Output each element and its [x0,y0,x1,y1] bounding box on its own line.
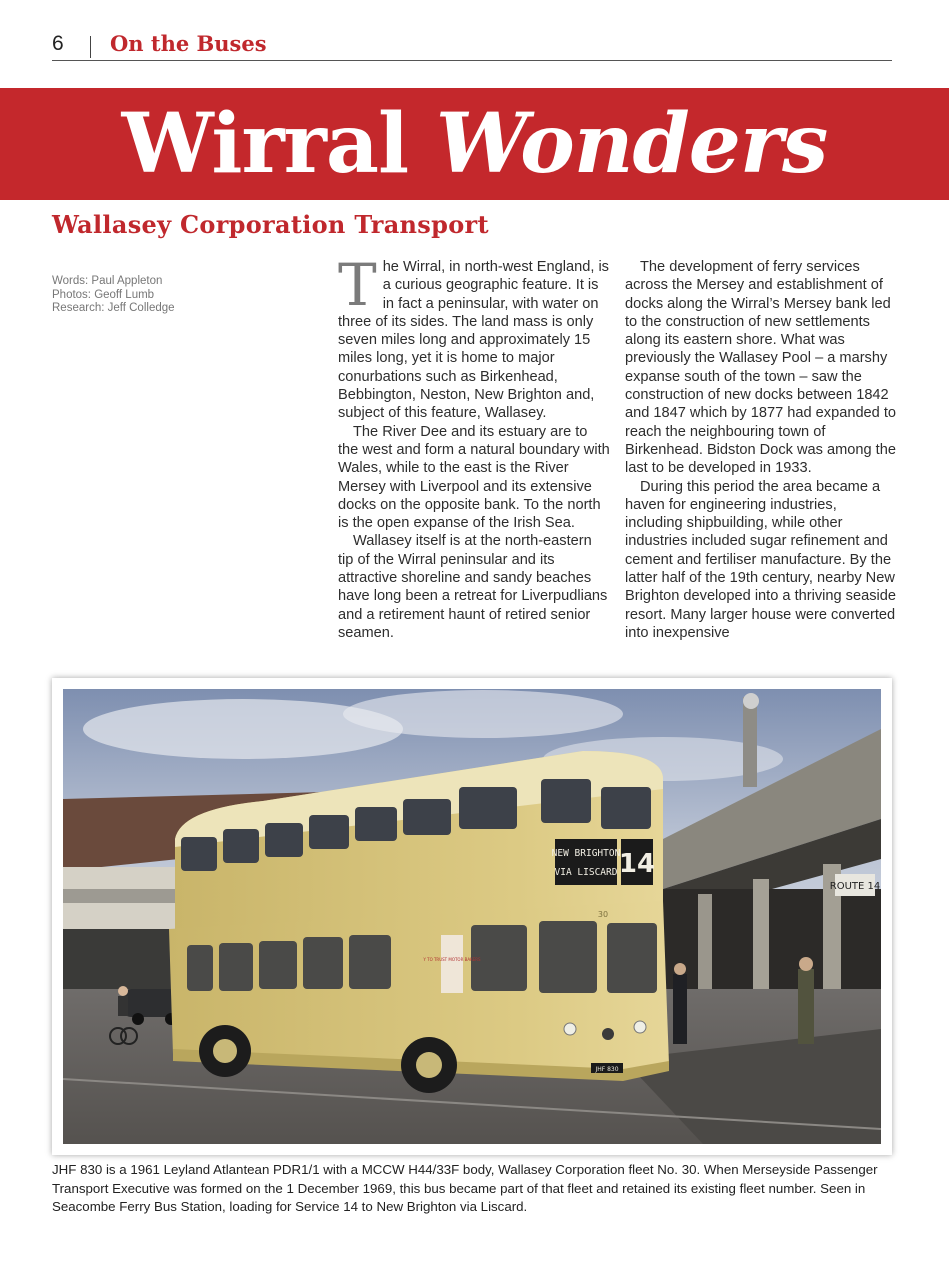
destination-line-2: VIA LISCARD [554,867,618,878]
bus-station-scene [63,689,881,1144]
registration: JHF 830 [595,1066,619,1073]
pedestrian [798,969,814,1044]
credit-research: Research: Jeff Colledge [52,302,175,314]
route-number: 14 [618,849,656,879]
title-banner [0,88,949,200]
title-word-1: Wirral [121,96,409,192]
destination-line-1: NEW BRIGHTON [551,848,621,859]
credit-photos: Photos: Geoff Lumb [52,288,155,301]
photo-caption: JHF 830 is a 1961 Leyland Atlantean PDR1/1 with a MCCW H44/33F body, Wallasey Corporation fleet No. 30. When Merseyside Passenger Transport Executive was formed on the 1 December 1969, this bus became part of that fleet and retained its existing fleet number. Seen in Seacombe Ferry Bus Station, loading for Service 14 to New Brighton via Liscard. [52,1162,878,1214]
fleet-number: 30 [597,910,609,919]
paragraph: Wallasey itself is at the north-eastern tip of the Wirral peninsular and its attractive shoreline and sandy beaches have long been a retreat for Liverpudlians and a retirement haunt of retired senior seamen. [338,533,608,641]
article-column-1 [338,251,610,642]
paragraph: The River Dee and its estuary are to the west and form a natural boundary with Wales, while to the east is the River Mersey with Liverpool and its extensive docks on the opposite bank. To the north is the open expanse of the Irish Sea. [338,423,610,532]
paragraph: The Wirral, in north-west England, is a curious geographic feature. It is in fact a peninsular, with water on three of its sides. The land mass is only seven miles long and approximately 15 miles long, yet it is home to major conurbations such as Birkenhead, Bebbington, Neston, New Brighton and, subject of this feature, Wallasey. [338,251,609,422]
running-header [52,30,892,61]
section-name: On the Buses [110,31,267,56]
paragraph: The development of ferry services across the Mersey and establishment of docks along the Wirral’s Mersey bank led to the construction of new settlements along its eastern shore. What was previously the Wallasey Pool – a marshy expanse south of the town – saw the construction of new docks between 1842 and 1847 which by 1877 had expanded to reach the neighbouring town of Birkenhead. Bidston Dock was among the last to be developed in 1933. [625,259,897,477]
photo-frame [52,678,892,1155]
paragraph: During this period the area became a haven for engineering industries, including shipbuilding, while other industries included sugar refinement and cement and fertiliser manufacture. By the latter half of the 19th century, nearby New Brighton developed into a thriving seaside resort. Many larger house were converted into inexpensive [625,478,896,641]
side-poster-text: Y TO TRUST MOTOR BAKERS [423,957,481,962]
article-column-2 [625,258,897,642]
credit-words: Words: Paul Appleton [52,275,163,287]
article-subtitle: Wallasey Corporation Transport [52,210,489,239]
credits [52,275,282,316]
destination-blind [555,839,617,885]
article-title [0,96,949,192]
side-poster [441,935,463,993]
drop-cap: T [338,251,377,319]
page-number: 6 [52,32,64,55]
bus-photograph [63,689,881,1144]
pedestrian [673,974,687,1044]
route-sign-text: ROUTE 14 [829,881,881,892]
title-word-2: Wonders [435,96,828,192]
header-divider [90,36,91,58]
